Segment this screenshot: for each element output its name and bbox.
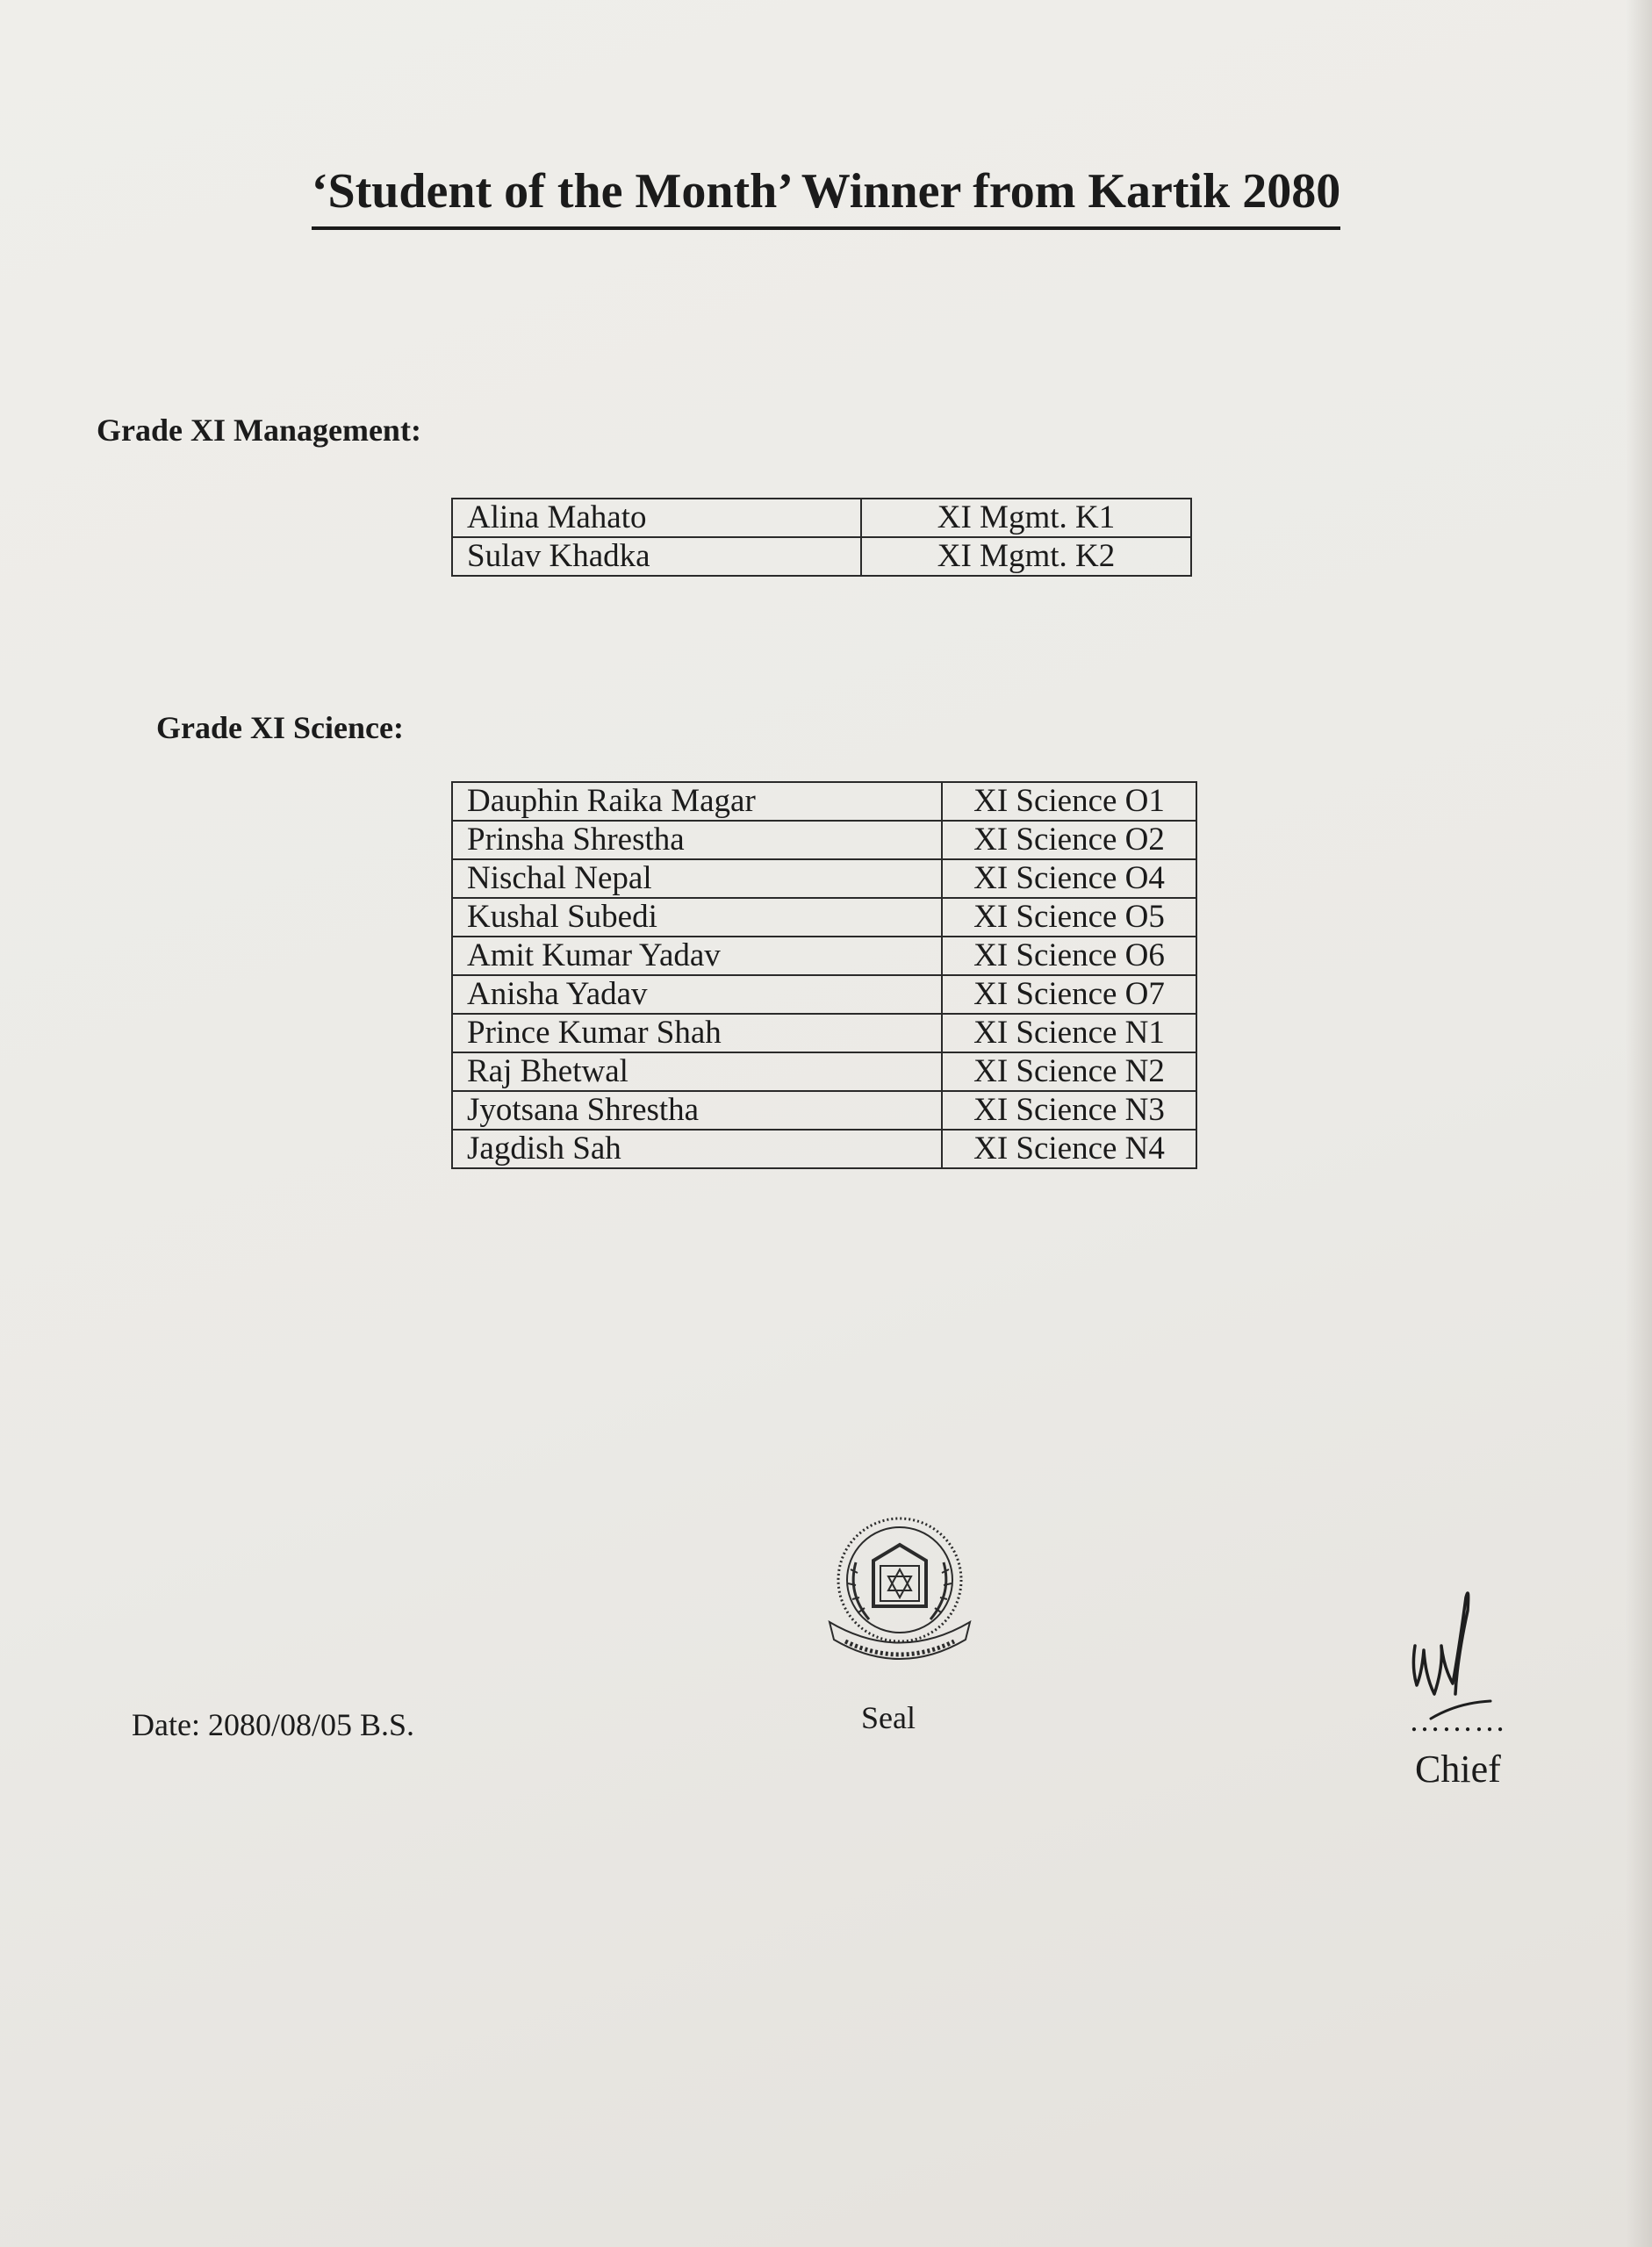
student-class: XI Science O7: [942, 975, 1196, 1014]
student-class: XI Science O4: [942, 859, 1196, 898]
school-seal-emblem-icon: [821, 1510, 979, 1685]
student-name: Sulav Khadka: [452, 537, 861, 576]
table-row: [452, 782, 1196, 821]
student-class: XI Science N1: [942, 1014, 1196, 1052]
seal-label: Seal: [861, 1700, 916, 1735]
document-title: [0, 158, 1652, 230]
management-heading: Grade XI Management:: [97, 413, 421, 448]
issue-date: Date: 2080/08/05 B.S.: [132, 1707, 414, 1742]
student-class: XI Science O6: [942, 937, 1196, 975]
table-row: [452, 499, 1191, 537]
student-name: Prince Kumar Shah: [452, 1014, 942, 1052]
student-name: Alina Mahato: [452, 499, 861, 537]
science-winners-table: [451, 781, 1197, 1169]
table-row: [452, 975, 1196, 1014]
student-class: XI Science N4: [942, 1130, 1196, 1168]
student-name: Anisha Yadav: [452, 975, 942, 1014]
student-class: XI Science O5: [942, 898, 1196, 937]
student-class: XI Science N3: [942, 1091, 1196, 1130]
table-row: [452, 1014, 1196, 1052]
table-row: [452, 1130, 1196, 1168]
management-winners-table: [451, 498, 1192, 577]
student-class: XI Science O1: [942, 782, 1196, 821]
student-class: XI Mgmt. K2: [861, 537, 1191, 576]
signatory-title: Chief: [1415, 1748, 1501, 1791]
student-name: Dauphin Raika Magar: [452, 782, 942, 821]
student-class: XI Science O2: [942, 821, 1196, 859]
student-class: XI Science N2: [942, 1052, 1196, 1091]
page-edge-shadow: [1626, 0, 1652, 2247]
table-row: [452, 821, 1196, 859]
table-row: [452, 537, 1191, 576]
student-name: Nischal Nepal: [452, 859, 942, 898]
student-name: Jagdish Sah: [452, 1130, 942, 1168]
signature-line: ………: [1409, 1703, 1506, 1738]
science-heading: Grade XI Science:: [156, 710, 404, 745]
student-name: Jyotsana Shrestha: [452, 1091, 942, 1130]
student-name: Amit Kumar Yadav: [452, 937, 942, 975]
student-name: Prinsha Shrestha: [452, 821, 942, 859]
student-class: XI Mgmt. K1: [861, 499, 1191, 537]
document-title-text: ‘Student of the Month’ Winner from Kartik 2080: [312, 158, 1340, 230]
table-row: [452, 859, 1196, 898]
table-row: [452, 1091, 1196, 1130]
table-row: [452, 937, 1196, 975]
table-row: [452, 1052, 1196, 1091]
student-name: Raj Bhetwal: [452, 1052, 942, 1091]
table-row: [452, 898, 1196, 937]
student-name: Kushal Subedi: [452, 898, 942, 937]
